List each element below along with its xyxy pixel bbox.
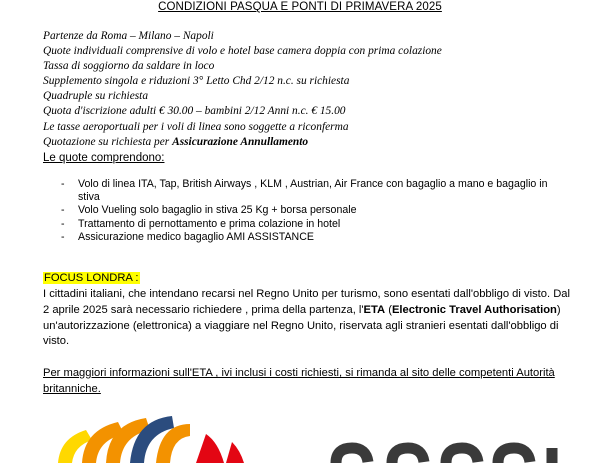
- insurance-prefix: Quotazione su richiesta per: [43, 135, 173, 148]
- insurance-line: [43, 135, 442, 150]
- brand-logo: [0, 390, 600, 463]
- logo-letter: [446, 448, 478, 463]
- insurance-name: Assicurazione Annullamento: [172, 135, 309, 148]
- condition-line: Supplemento singola e riduzioni 3° Letto Chd 2/12 n.c. su richiesta: [43, 75, 350, 88]
- focus-text-1: I cittadini italiani, che intendano recarsi nel Regno Unito per turismo, sono esentati dall'obbligo di visto. Dal 2 aprile 2025 sarà necessario richiedere , prima della partenza, l': [43, 288, 570, 316]
- more-info-link[interactable]: Per maggiori informazioni sull'ETA , ivi inclusi i costi richiesti, si rimanda al sito delle competenti Autorità britanniche.: [43, 367, 555, 395]
- list-item: - Volo di linea ITA, Tap, British Airways , KLM , Austrian, Air France con bagaglio a mano e bagaglio in stiva: [60, 178, 570, 204]
- page-title: CONDIZIONI PASQUA E PONTI DI PRIMAVERA 2025: [158, 1, 442, 13]
- conditions-block: [43, 29, 442, 150]
- logo-letter: [498, 448, 530, 463]
- condition-line: Quadruple su richiesta: [43, 90, 149, 103]
- focus-text-3: ) un'autorizzazione (elettronica) a viaggiare nel Regno Unito, riservata agli stranieri esentati dall'obbligo di visto.: [43, 303, 561, 348]
- condition-line: Le tasse aeroportuali per i voli di linea sono soggette a riconferma: [43, 120, 349, 133]
- condition-line: Quota d'iscrizione adulti € 30.00 – bambini 2/12 Anni n.c. € 15.00: [43, 105, 346, 118]
- logo-letter: [392, 448, 424, 463]
- list-item: - Assicurazione medico bagaglio AMI ASSISTANCE: [60, 231, 570, 244]
- condition-line: Quote individuali comprensive di volo e hotel base camera doppia con prima colazione: [43, 45, 442, 58]
- included-heading: Le quote comprendono:: [43, 152, 165, 164]
- list-item: - Volo Vueling solo bagaglio in stiva 25 Kg + borsa personale: [60, 204, 570, 217]
- eta-short: ETA: [363, 303, 386, 316]
- condition-line: Tassa di soggiorno da saldare in loco: [43, 60, 215, 73]
- list-item: - Trattamento di pernottamento e prima colazione in hotel: [60, 218, 570, 231]
- eta-long: Electronic Travel Authorisation: [391, 303, 557, 316]
- logo-wordmark: [336, 448, 552, 463]
- focus-text-2: (: [385, 303, 392, 316]
- condition-line: Partenze da Roma – Milano – Napoli: [43, 30, 214, 42]
- logo-letter: [336, 448, 368, 463]
- logo-stripe-red-2: [226, 442, 244, 463]
- focus-paragraph: [43, 287, 573, 350]
- logo-mark: [58, 416, 244, 463]
- logo-stripe-red: [196, 434, 224, 463]
- included-list: [60, 178, 570, 244]
- focus-london-label: FOCUS LONDRA :: [44, 272, 139, 284]
